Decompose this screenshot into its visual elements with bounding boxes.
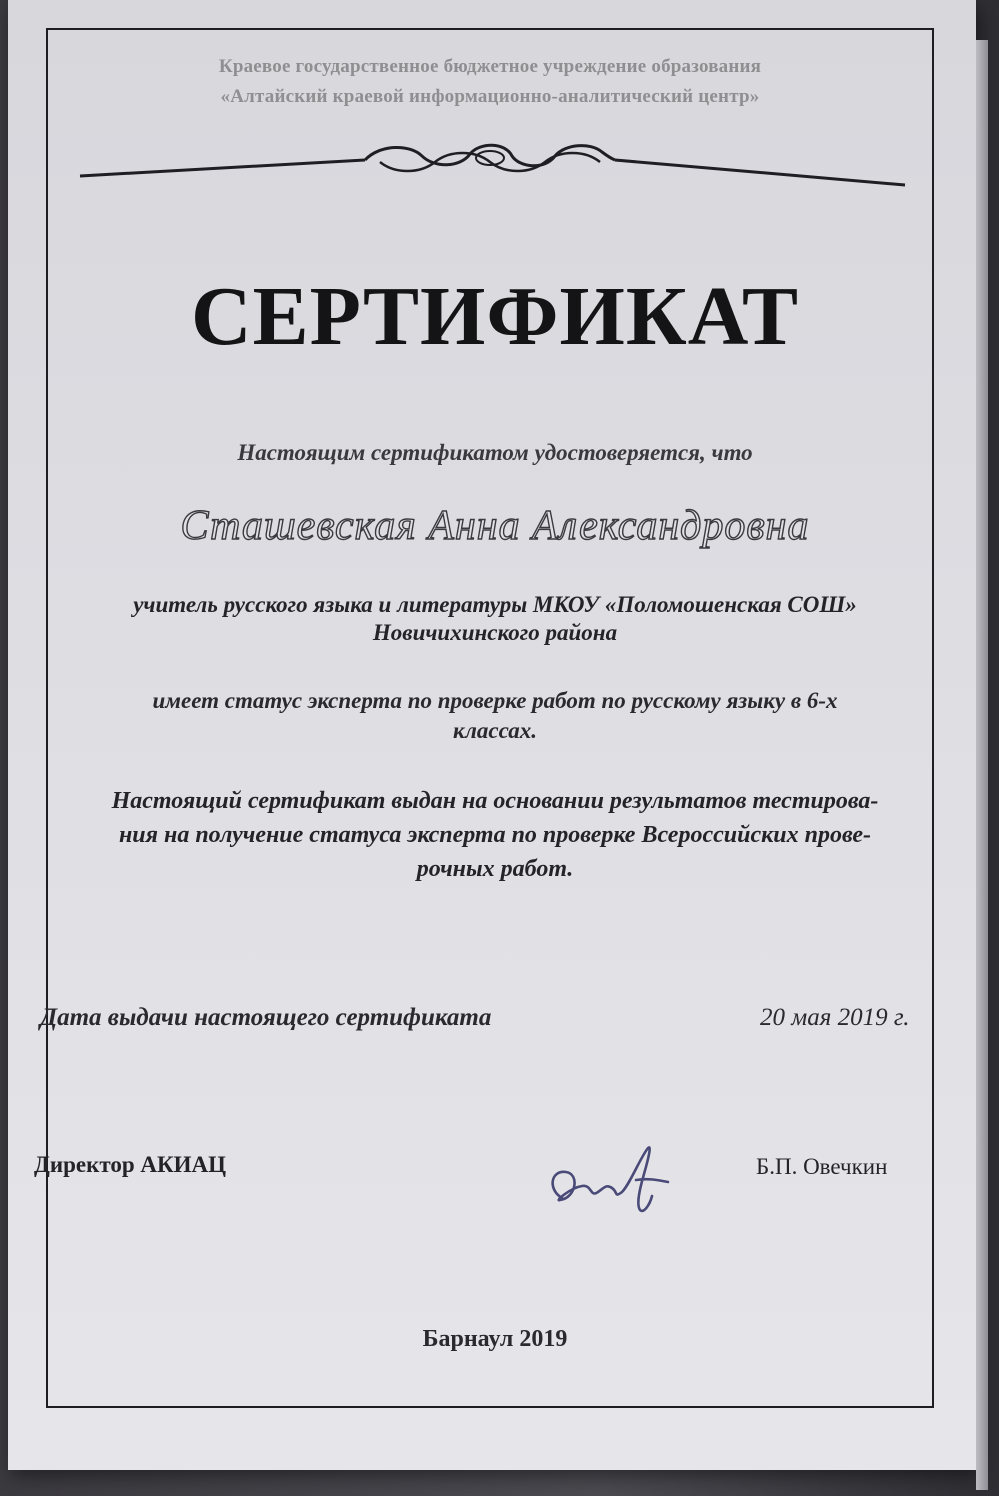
director-title: Директор АКИАЦ [34,1152,227,1177]
sheet-edge [976,40,988,1490]
city-year: Барнаул 2019 [422,1326,568,1352]
expert-status-line1: имеет статус эксперта по проверке работ по русскому языку в 6-х [152,688,838,713]
certificate-basis-line2: ния на получение статуса эксперта по проверке Всероссийских прове- [118,822,872,848]
certificate-title: СЕРТИФИКАТ [190,270,800,363]
org-name-line1: Краевое государственное бюджетное учреждение образования [218,56,762,77]
expert-status-line2: классах. [453,718,537,743]
recipient-position-line1: учитель русского языка и литературы МКОУ «Поломошенская СОШ» [133,592,857,617]
director-name: Б.П. Овечкин [756,1154,888,1179]
issue-date-label: Дата выдачи настоящего сертификата [40,1004,492,1031]
certificate-basis-line1: Настоящий сертификат выдан на основании результатов тестирова- [111,788,879,814]
issue-date-value: 20 мая 2019 г. [760,1004,910,1031]
handwritten-signature-icon [540,1140,690,1230]
recipient-position-line2: Новичихинского района [372,620,618,645]
recipient-name: Сташевская Анна Александровна [180,503,810,549]
flourish-ornament-icon [50,130,930,190]
org-name-line2: «Алтайский краевой информационно-аналитический центр» [220,86,760,107]
certificate-basis-line3: рочных работ. [416,856,574,882]
certificate-intro: Настоящим сертификатом удостоверяется, что [237,440,753,465]
